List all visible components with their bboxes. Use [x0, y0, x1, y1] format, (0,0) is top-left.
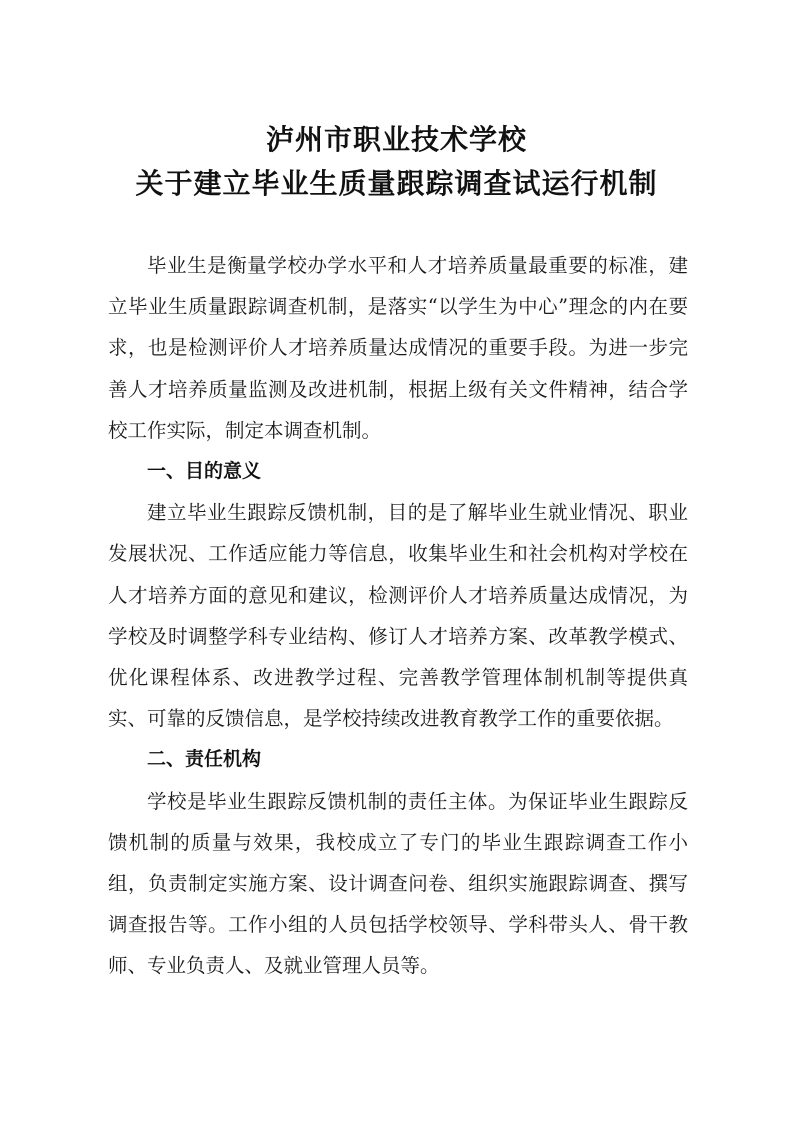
intro-paragraph: 毕业生是衡量学校办学水平和人才培养质量最重要的标准，建立毕业生质量跟踪调查机制，是落实“以学生为中心”理念的内在要求，也是检测评价人才培养质量达成情况的重要手段。为进一步完善人才培养质量监测及改进机制，根据上级有关文件精神，结合学校工作实际，制定本调查机制。 — [108, 254, 688, 442]
document-body — [108, 245, 688, 987]
section-body-purpose: 建立毕业生跟踪反馈机制，目的是了解毕业生就业情况、职业发展状况、工作适应能力等信息，收集毕业生和社会机构对学校在人才培养方面的意见和建议，检测评价人才培养质量达成情况，为学校及时调整学科专业结构、修订人才培养方案、改革教学模式、优化课程体系、改进教学过程、完善教学管理体制机制等提供真实、可靠的反馈信息，是学校持续改进教育教学工作的重要依据。 — [108, 501, 688, 731]
document-title — [0, 118, 793, 206]
section-body-responsibility: 学校是毕业生跟踪反馈机制的责任主体。为保证毕业生跟踪反馈机制的质量与效果，我校成立了专门的毕业生跟踪调查工作小组，负责制定实施方案、设计调查问卷、组织实施跟踪调查、撰写调查报告等。工作小组的人员包括学校领导、学科带头人、骨干教师、专业负责人、及就业管理人员等。 — [108, 789, 688, 978]
section-heading-purpose: 一、目的意义 — [147, 460, 262, 483]
title-line-school: 泸州市职业技术学校 — [265, 123, 527, 156]
section-heading-responsibility: 二、责任机构 — [147, 748, 262, 771]
title-line-subject: 关于建立毕业生质量跟踪调查试运行机制 — [135, 167, 658, 200]
